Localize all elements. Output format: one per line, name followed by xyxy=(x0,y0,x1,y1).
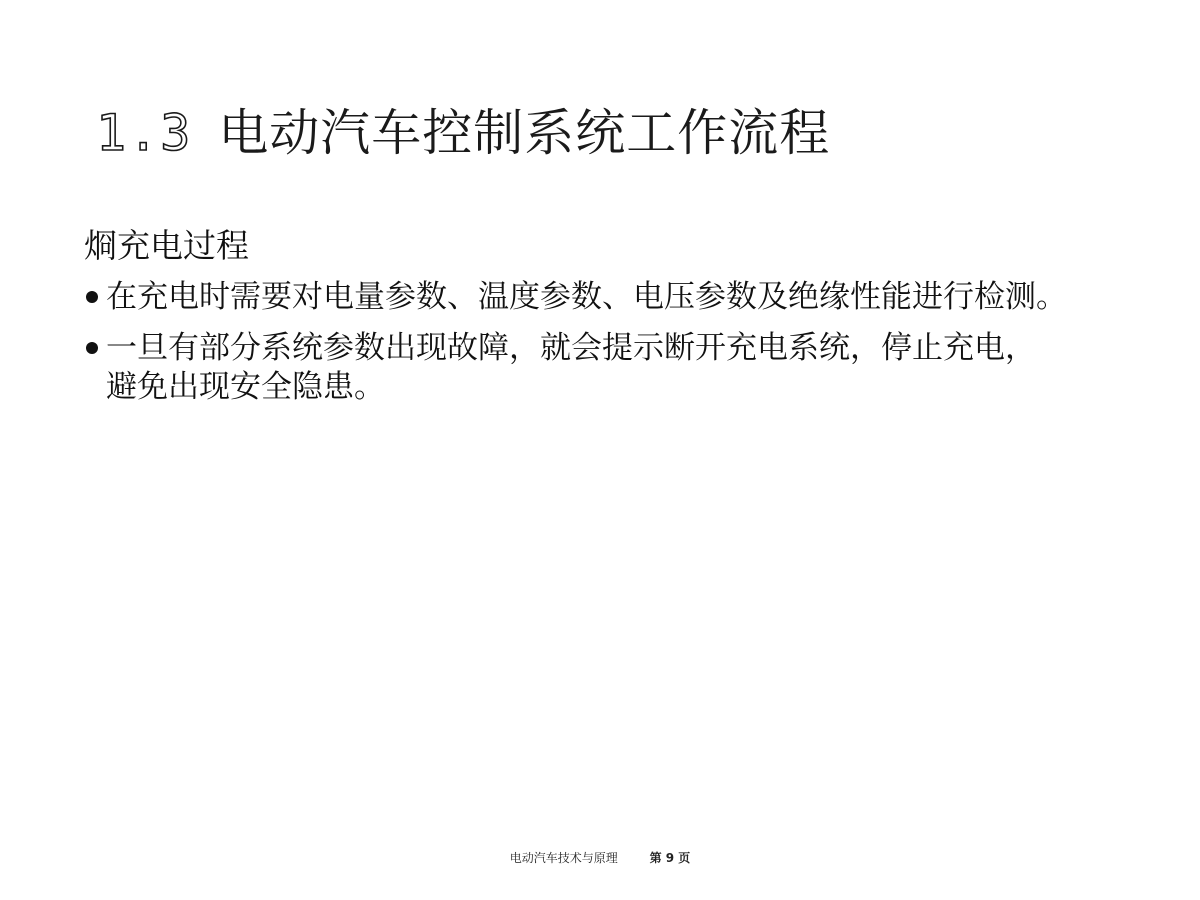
bullet-item xyxy=(84,329,1194,407)
bullet-list xyxy=(84,278,1194,419)
bullet-text-line: 一旦有部分系统参数出现故障，就会提示断开充电系统，停止充电， xyxy=(106,330,1036,366)
subheading: 烱充电过程 xyxy=(84,226,249,265)
bullet-dot-icon xyxy=(86,291,98,303)
bullet-item xyxy=(84,278,1194,317)
title-text: 电动汽车控制系统工作流程 xyxy=(218,104,831,162)
page-title xyxy=(96,100,830,166)
bullet-text-line: 在充电时需要对电量参数、温度参数、电压参数及绝缘性能进行检测。 xyxy=(106,279,1067,315)
bullet-text-line: 避免出现安全隐患。 xyxy=(106,369,385,405)
bullet-dot-icon xyxy=(86,342,98,354)
footer-course-name: 电动汽车技术与原理 xyxy=(509,851,618,865)
page-number: 第 9 页 xyxy=(649,851,691,865)
section-number: 1.3 xyxy=(96,104,193,162)
footer xyxy=(0,850,1200,866)
